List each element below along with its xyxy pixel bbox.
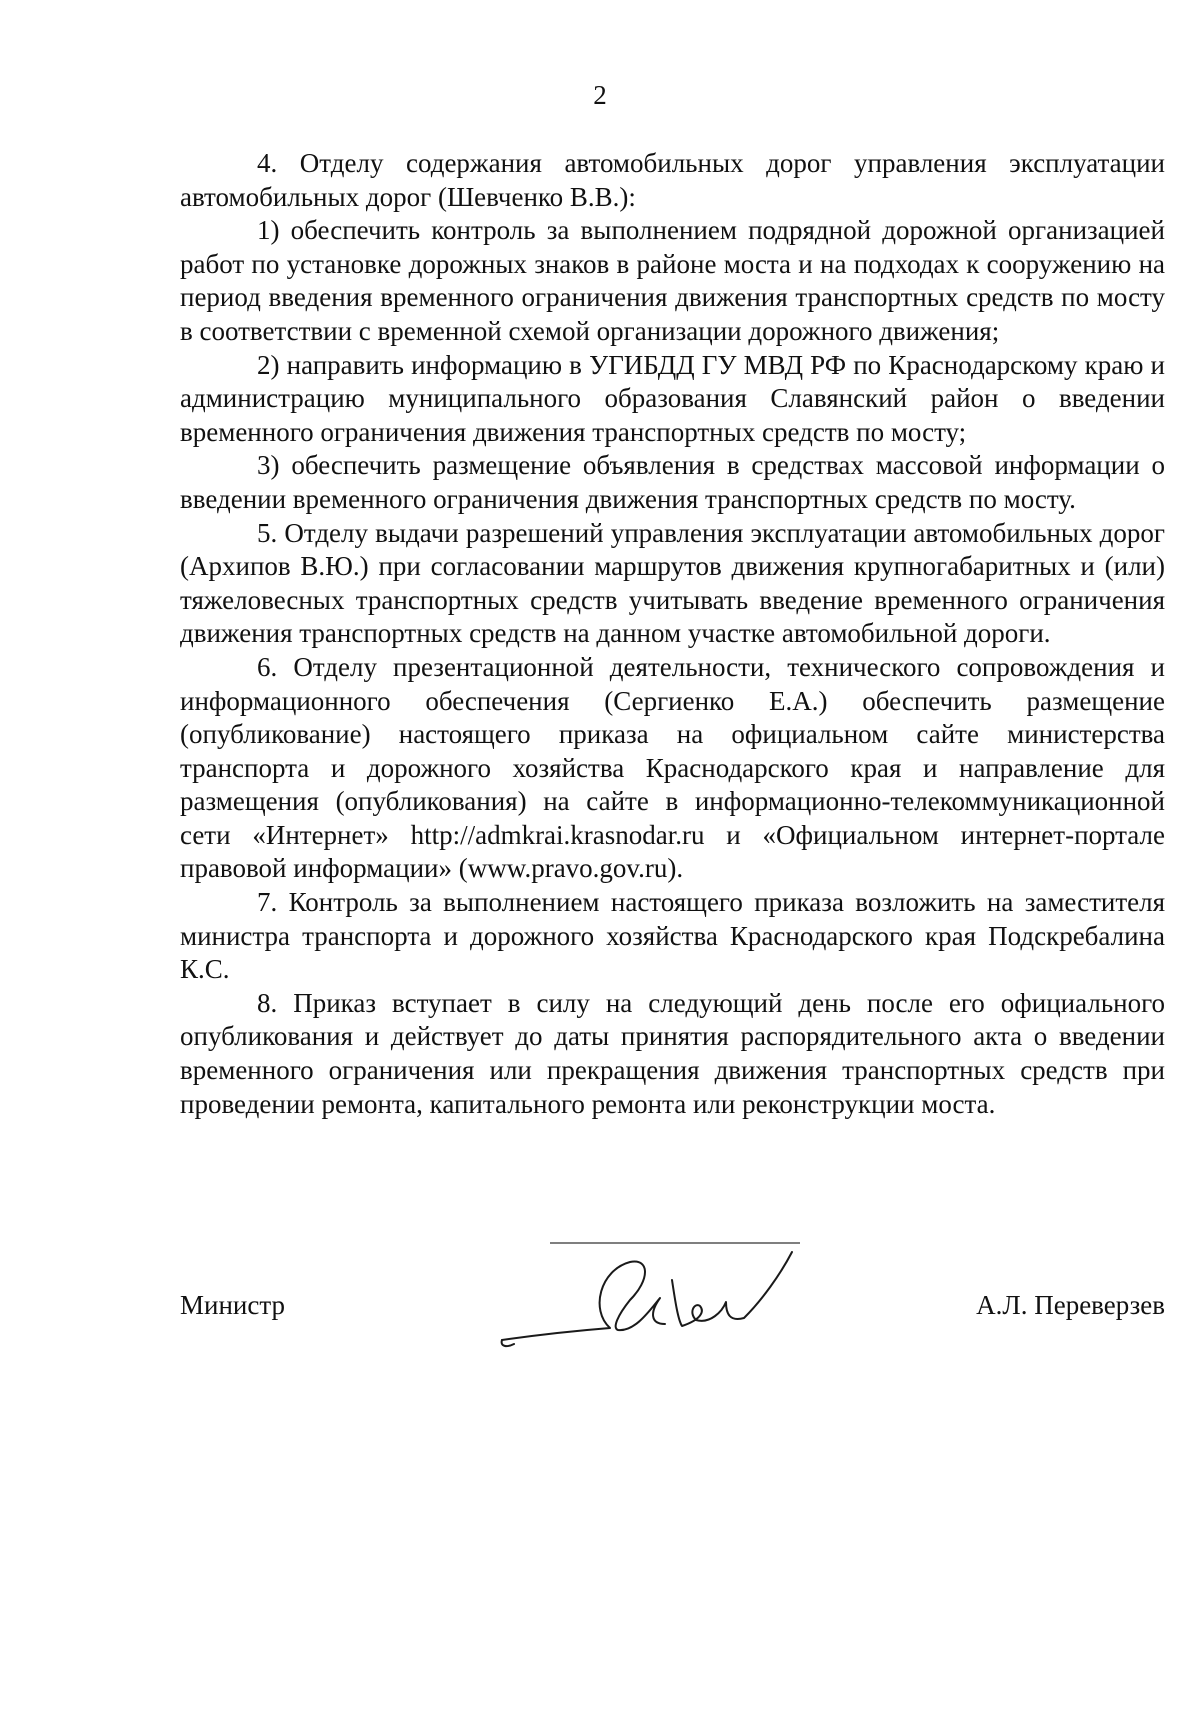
paragraph-item-7: 7. Контроль за выполнением настоящего приказа возложить на заместителя министра транспорта и дорожного хозяйства Краснодарского края Подскребалина К.С.	[180, 887, 1165, 985]
paragraph-subitem-2: 2) направить информацию в УГИБДД ГУ МВД РФ по Краснодарскому краю и администрацию муниципального образования Славянский район о введении временного ограничения движения транспортных средств по мосту;	[180, 349, 1165, 447]
paragraph-subitem-1: 1) обеспечить контроль за выполнением подрядной дорожной организацией работ по установке дорожных знаков в районе моста и на подходах к сооружению на период введения временного ограничения движения транспортных средств по мосту в соответствии с временной схемой организации дорожного движения;	[180, 215, 1165, 346]
signatory-name: А.Л. Переверзев	[976, 1290, 1165, 1320]
document-body	[180, 147, 1165, 1121]
paragraph-item-5: 5. Отделу выдачи разрешений управления эксплуатации автомобильных дорог (Архипов В.Ю.) при согласовании маршрутов движения крупногабаритных и (или) тяжеловесных транспортных средств учитывать введение временного ограничения движения транспортных средств на данном участке автомобильной дороги.	[180, 517, 1165, 649]
signatory-title: Министр	[180, 1290, 285, 1320]
signature-block	[180, 1240, 1165, 1360]
handwritten-signature	[500, 1240, 820, 1360]
paragraph-item-6: 6. Отделу презентационной деятельности, технического сопровождения и информационного обеспечения (Сергиенко Е.А.) обеспечить размещение (опубликование) настоящего приказа на официальном сайте министерства транспорта и дорожного хозяйства Краснодарского края и направление для размещения (опубликования) на сайте в информационно-телекоммуникационной сети «Интернет» http://admkrai.krasnodar.ru и «Официальном интернет-портале правовой информации» (www.pravo.gov.ru).	[180, 651, 1165, 884]
paragraph-subitem-3: 3) обеспечить размещение объявления в средствах массовой информации о введении временного ограничения движения транспортных средств по мосту.	[180, 450, 1165, 514]
paragraph-item-4: 4. Отделу содержания автомобильных дорог управления эксплуатации автомобильных дорог (Шевченко В.В.):	[180, 148, 1165, 212]
page-number: 2	[593, 80, 607, 110]
paragraph-item-8: 8. Приказ вступает в силу на следующий день после его официального опубликования и действует до даты принятия распорядительного акта о введении временного ограничения или прекращения движения транспортных средств при проведении ремонта, капитального ремонта или реконструкции моста.	[180, 987, 1165, 1119]
